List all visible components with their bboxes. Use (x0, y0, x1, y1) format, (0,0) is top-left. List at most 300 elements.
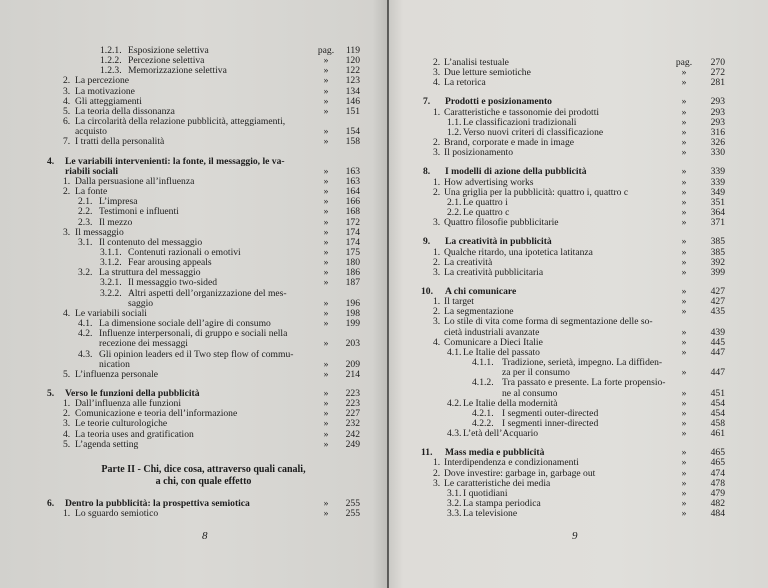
section-number: 1. (433, 457, 441, 469)
section-number: 1. (433, 106, 441, 118)
section-number: 2.2. (447, 207, 462, 219)
section-number: 4. (433, 336, 441, 348)
section-number: 2. (433, 306, 441, 318)
page-reference: 427 (710, 296, 725, 308)
section-title-line: Le teorie culturologiche (75, 418, 168, 430)
ditto-mark: » (681, 67, 687, 79)
section-title-line: Esposizione selettiva (128, 45, 209, 56)
ditto-mark: » (323, 408, 329, 420)
section-title-line: La stampa periodica (463, 498, 541, 510)
ditto-mark: » (323, 318, 329, 330)
toc-entry[interactable] (47, 187, 360, 197)
section-number: 4.1.2. (472, 377, 494, 389)
section-title-line: L’età dell’Acquario (463, 428, 539, 440)
ditto-mark: » (681, 306, 687, 318)
page-reference: 255 (345, 497, 360, 509)
section-number: 1.2.3. (100, 65, 122, 77)
section-number: 3.1.2. (100, 257, 122, 269)
section-number: 3.2. (78, 267, 93, 279)
toc-entry[interactable] (47, 117, 360, 137)
section-title-line: Una griglia per la pubblicità: quattro i, quattro c (444, 186, 629, 198)
section-title-line: Interdipendenza e condizionamenti (444, 457, 579, 469)
page-reference: 458 (710, 418, 725, 429)
toc-entry[interactable] (47, 329, 360, 349)
page-number-right: 9 (572, 530, 578, 542)
page-reference: 223 (345, 398, 360, 410)
ditto-mark: » (681, 186, 687, 198)
ditto-mark: » (681, 467, 687, 479)
section-title-line: La retorica (444, 77, 486, 89)
ditto-mark: » (681, 498, 687, 510)
section-number: 5. (63, 368, 71, 380)
ditto-mark: » (323, 277, 329, 289)
section-title-line: saggio (128, 297, 154, 309)
toc-entry[interactable] (47, 289, 360, 309)
ditto-mark: » (323, 206, 329, 218)
section-number: 3. (63, 418, 71, 430)
ditto-mark: » (681, 236, 687, 248)
section-title-line: Le Italie della modernità (463, 397, 558, 409)
page-reference: 227 (345, 408, 360, 420)
page-reference: 174 (345, 236, 360, 248)
ditto-mark: » (681, 207, 687, 219)
page-reference: 293 (710, 96, 725, 108)
section-title-line: Brand, corporate e made in image (444, 137, 574, 149)
page-reference: 146 (345, 95, 360, 107)
section-title-line: La teoria uses and gratification (75, 428, 194, 440)
page-reference: 175 (345, 246, 360, 258)
page-reference: 439 (710, 326, 725, 338)
section-number: 4.3. (447, 428, 462, 440)
ditto-mark: » (323, 55, 329, 67)
ditto-mark: » (323, 257, 329, 269)
ditto-mark: » (323, 186, 329, 198)
ditto-mark: » (681, 326, 687, 338)
ditto-mark: » (323, 246, 329, 258)
section-number: 3. (433, 266, 441, 278)
page-reference: 465 (710, 457, 725, 469)
page-label: pag. (317, 45, 335, 56)
section-title-line: La percezione (75, 75, 130, 87)
section-title-line: Le caratteristiche dei media (444, 477, 551, 489)
section-title-line: L’influenza personale (75, 368, 159, 380)
page-reference: 166 (345, 196, 360, 208)
page-reference: 479 (710, 487, 725, 499)
ditto-mark: » (681, 407, 687, 419)
toc-entry[interactable] (47, 207, 360, 217)
section-number: 4. (433, 77, 441, 89)
page-reference: 364 (710, 207, 725, 219)
section-title-line: A chi comunicare (445, 285, 517, 297)
section-title-line: Verso nuovi criteri di classificazione (463, 126, 604, 138)
page-reference: 158 (345, 136, 360, 148)
ditto-mark: » (681, 137, 687, 149)
section-title-line: La fonte (75, 186, 108, 198)
ditto-mark: » (323, 267, 329, 279)
section-title-line: Le Italie del passato (463, 346, 540, 358)
ditto-mark: » (323, 398, 329, 410)
ditto-mark: » (323, 338, 329, 350)
toc-entry[interactable] (423, 148, 725, 158)
section-number: 2. (433, 137, 441, 149)
page-reference: 435 (710, 306, 725, 318)
section-number: 4.2. (447, 397, 462, 409)
ditto-mark: » (323, 236, 329, 248)
part-heading-line: a chi, con quale effetto (155, 476, 252, 488)
toc-entry[interactable] (423, 268, 725, 278)
section-title-line: La creatività pubblicitaria (444, 266, 544, 278)
section-title-line: Due letture semiotiche (444, 67, 531, 79)
toc-entry[interactable] (47, 197, 360, 207)
ditto-mark: » (681, 346, 687, 358)
section-title-line: La circolarità della relazione pubblicità, atteggiamenti, (75, 116, 286, 128)
section-title-line: Le variabili sociali (75, 307, 147, 319)
page-reference: 214 (345, 368, 360, 380)
ditto-mark: » (681, 256, 687, 268)
toc-entry[interactable] (423, 509, 725, 519)
section-title-line: La segmentazione (444, 306, 514, 318)
section-number: 3.2. (447, 498, 462, 510)
page-reference: 454 (710, 407, 725, 419)
page-reference: 272 (710, 67, 725, 79)
section-number: 1. (63, 175, 71, 187)
ditto-mark: » (681, 176, 687, 188)
ditto-mark: » (323, 497, 329, 509)
page-reference: 174 (345, 226, 360, 238)
toc-entry[interactable] (47, 228, 360, 238)
page-reference: 255 (345, 508, 360, 520)
page-reference: 134 (345, 85, 360, 97)
section-title-line: L’analisi testuale (444, 57, 509, 68)
page-reference: 154 (345, 126, 360, 138)
section-title-line: ne al consumo (502, 387, 558, 399)
page-reference: 203 (345, 338, 360, 350)
page-reference: 151 (345, 105, 360, 117)
section-title-line: Le variabili intervenienti: la fonte, il messaggio, le va- (65, 155, 285, 167)
section-number: 3. (63, 85, 71, 97)
page-reference: 339 (710, 176, 725, 188)
page-reference: 209 (345, 358, 360, 370)
section-number: 3.2.2. (100, 287, 122, 299)
section-number: 2. (63, 408, 71, 420)
section-title-line: Le quattro i (463, 196, 508, 208)
ditto-mark: » (323, 136, 329, 148)
section-title-line: Le quattro c (463, 207, 510, 219)
ditto-mark: » (681, 147, 687, 159)
section-number: 3.1. (78, 236, 93, 248)
ditto-mark: » (681, 296, 687, 308)
section-number: 2. (433, 186, 441, 198)
ditto-mark: » (681, 166, 687, 178)
page-reference: 427 (710, 285, 725, 297)
ditto-mark: » (681, 508, 687, 520)
page-reference: 385 (710, 246, 725, 258)
section-number: 6. (63, 116, 71, 128)
section-title-line: Memorizzazione selettiva (128, 65, 227, 77)
ditto-mark: » (681, 457, 687, 469)
section-title-line: La creatività in pubblicità (445, 236, 552, 248)
page-reference: 349 (710, 186, 725, 198)
page-reference: 198 (345, 307, 360, 319)
section-title-line: I modelli di azione della pubblicità (445, 166, 587, 178)
ditto-mark: » (323, 65, 329, 77)
ditto-mark: » (681, 336, 687, 348)
section-number: 2.1. (447, 196, 462, 208)
section-number: 1. (433, 176, 441, 188)
ditto-mark: » (323, 165, 329, 177)
section-title-line: Quattro filosofie pubblicitarie (444, 217, 559, 229)
page-reference: 326 (710, 137, 725, 149)
page-reference: 120 (345, 55, 360, 67)
section-title-line: Altri aspetti dell’organizzazione del mes- (128, 287, 287, 299)
section-number: 6. (47, 497, 55, 509)
ditto-mark: » (681, 126, 687, 138)
part-heading (47, 464, 360, 489)
page-reference: 339 (710, 166, 725, 178)
section-title-line: L’impresa (99, 196, 138, 208)
toc-entry[interactable] (47, 258, 360, 268)
page-reference: 232 (345, 418, 360, 430)
ditto-mark: » (681, 196, 687, 208)
section-title-line: La creatività (444, 256, 493, 268)
page-reference: 482 (710, 498, 725, 510)
section-number: 2. (433, 57, 441, 68)
ditto-mark: » (681, 217, 687, 229)
page-reference: 399 (710, 266, 725, 278)
section-title-line: Lo stile di vita come forma di segmentazione delle so- (444, 316, 653, 328)
page-reference: 351 (710, 196, 725, 208)
section-title-line: Le classificazioni tradizionali (463, 116, 577, 128)
ditto-mark: » (681, 418, 687, 429)
toc-entry[interactable] (423, 358, 725, 378)
ditto-mark: » (323, 175, 329, 187)
page-reference: 447 (710, 367, 725, 379)
section-title-line: Percezione selettiva (128, 55, 205, 67)
ditto-mark: » (681, 246, 687, 258)
section-title-line: I segmenti inner-directed (502, 418, 599, 429)
part-heading-line: Parte II - Chi, dice cosa, attraverso quali canali, (101, 463, 306, 475)
page-reference: 465 (710, 447, 725, 459)
section-number: 4. (63, 428, 71, 440)
section-number: 3. (433, 147, 441, 159)
ditto-mark: » (681, 397, 687, 409)
toc-entry[interactable] (423, 378, 725, 398)
page-reference: 451 (710, 387, 725, 399)
ditto-mark: » (681, 106, 687, 118)
section-number: 4.2. (78, 328, 93, 340)
ditto-mark: » (681, 477, 687, 489)
ditto-mark: » (681, 487, 687, 499)
ditto-mark: » (323, 216, 329, 228)
section-title-line: Verso le funzioni della pubblicità (65, 388, 200, 399)
section-number: 1.2.1. (100, 45, 122, 56)
page-reference: 168 (345, 206, 360, 218)
section-title-line: Comunicazione e teoria dell’informazione (75, 408, 238, 420)
section-title-line: Il mezzo (99, 216, 133, 228)
ditto-mark: » (323, 85, 329, 97)
section-number: 3. (433, 217, 441, 229)
section-title-line: Il target (444, 296, 474, 308)
section-title-line: Tra passato e presente. La forte propensio- (502, 377, 666, 389)
page-reference: 270 (710, 57, 725, 68)
section-number: 3.1. (447, 487, 462, 499)
ditto-mark: » (323, 508, 329, 520)
section-title-line: riabili sociali (65, 165, 119, 177)
section-title-line: Il posizionamento (444, 147, 514, 159)
section-title-line: Dove investire: garbage in, garbage out (444, 467, 596, 479)
ditto-mark: » (681, 285, 687, 297)
section-number: 4.2.1. (472, 407, 494, 419)
section-title-line: La motivazione (75, 85, 135, 97)
section-title-line: La televisione (463, 508, 518, 520)
section-number: 4. (63, 307, 71, 319)
section-title-line: recezione dei messaggi (99, 338, 188, 350)
section-title-line: Tradizione, serietà, impegno. La diffiden- (502, 357, 663, 369)
ditto-mark: » (681, 447, 687, 459)
page-reference: 316 (710, 126, 725, 138)
page-reference: 164 (345, 186, 360, 198)
section-title-line: cietà industriali avanzate (444, 326, 540, 338)
section-number: 2.3. (78, 216, 93, 228)
ditto-mark: » (323, 226, 329, 238)
section-number: 7. (423, 96, 431, 108)
section-number: 2. (433, 256, 441, 268)
section-number: 3.1.1. (100, 246, 122, 258)
page-reference: 119 (345, 45, 360, 56)
section-title-line: I tratti della personalità (75, 136, 165, 148)
chapter-entry[interactable] (47, 157, 360, 177)
ditto-mark: » (681, 96, 687, 108)
section-title-line: I quotidiani (463, 487, 508, 499)
section-number: 4. (47, 155, 55, 167)
section-number: 5. (63, 438, 71, 450)
page-reference: 242 (345, 428, 360, 440)
section-number: 2.2. (78, 206, 93, 218)
page-reference: 293 (710, 106, 725, 118)
section-number: 4.1. (447, 346, 462, 358)
section-number: 8. (423, 166, 431, 178)
toc-entry[interactable] (423, 317, 725, 337)
section-title-line: acquisto (75, 126, 107, 138)
toc-entry[interactable] (423, 218, 725, 228)
toc-entry[interactable] (47, 370, 360, 380)
section-title-line: nication (99, 358, 130, 370)
ditto-mark: » (323, 438, 329, 450)
page-reference: 199 (345, 318, 360, 330)
section-number: 1. (433, 246, 441, 258)
ditto-mark: » (323, 307, 329, 319)
section-title-line: Il messaggio (75, 226, 124, 238)
page-reference: 180 (345, 257, 360, 269)
section-title-line: Comunicare a Dieci Italie (444, 336, 543, 348)
section-title-line: Mass media e pubblicità (445, 447, 545, 459)
page-reference: 223 (345, 388, 360, 399)
ditto-mark: » (323, 428, 329, 440)
section-number: 1. (63, 398, 71, 410)
page-reference: 187 (345, 277, 360, 289)
page-reference: 163 (345, 165, 360, 177)
toc-entry[interactable] (423, 429, 725, 439)
section-title-line: Il contenuto del messaggio (99, 236, 203, 248)
section-title-line: Il messaggio two-sided (128, 277, 217, 289)
ditto-mark: » (323, 95, 329, 107)
section-number: 2. (63, 75, 71, 87)
section-number: 4. (63, 95, 71, 107)
toc-entry[interactable] (47, 137, 360, 147)
ditto-mark: » (681, 77, 687, 89)
ditto-mark: » (323, 388, 329, 399)
toc-entry[interactable] (47, 440, 360, 450)
toc-entry[interactable] (47, 509, 360, 519)
section-number: 9. (423, 236, 431, 248)
ditto-mark: » (681, 428, 687, 440)
page-number-left: 8 (202, 530, 208, 542)
section-number: 3. (433, 477, 441, 489)
ditto-mark: » (681, 116, 687, 128)
page-reference: 474 (710, 467, 725, 479)
section-title-line: I segmenti outer-directed (502, 407, 599, 419)
section-title-line: Dalla persuasione all’influenza (75, 175, 195, 187)
ditto-mark: » (323, 196, 329, 208)
chapter-entry[interactable] (423, 237, 725, 247)
section-number: 3. (63, 226, 71, 238)
page-reference: 484 (710, 508, 725, 520)
ditto-mark: » (323, 297, 329, 309)
section-title-line: L’agenda setting (75, 438, 139, 450)
page-reference: 293 (710, 116, 725, 128)
page-reference: 163 (345, 175, 360, 187)
ditto-mark: » (681, 266, 687, 278)
section-title-line: La teoria della dissonanza (75, 105, 175, 117)
section-number: 1. (433, 296, 441, 308)
page-reference: 447 (710, 346, 725, 358)
section-title-line: Prodotti e posizionamento (445, 96, 552, 108)
section-title-line: Gli opinion leaders ed il Two step flow of commu- (99, 348, 294, 360)
section-number: 7. (63, 136, 71, 148)
section-title-line: Caratteristiche e tassonomie dei prodotti (444, 106, 600, 118)
section-number: 11. (421, 447, 433, 459)
section-title-line: Gli atteggiamenti (75, 95, 142, 107)
section-number: 1.1. (447, 116, 462, 128)
section-title-line: Lo sguardo semiotico (75, 508, 159, 520)
ditto-mark: » (681, 367, 687, 379)
ditto-mark: » (323, 418, 329, 430)
section-title-line: Dentro la pubblicità: la prospettiva semiotica (65, 497, 250, 509)
section-number: 3. (433, 67, 441, 79)
page-reference: 445 (710, 336, 725, 348)
section-title-line: La dimensione sociale dell’agire di consumo (99, 318, 271, 330)
section-number: 4.3. (78, 348, 93, 360)
page-reference: 249 (345, 438, 360, 450)
section-number: 2. (433, 467, 441, 479)
page-reference: 385 (710, 236, 725, 248)
section-title-line: How advertising works (444, 176, 534, 188)
toc-entry[interactable] (423, 78, 725, 88)
section-title-line: Testimoni e influenti (99, 206, 179, 218)
page-reference: 172 (345, 216, 360, 228)
section-number: 4.1.1. (472, 357, 494, 369)
page-reference: 122 (345, 65, 360, 77)
page-reference: 281 (710, 77, 725, 89)
section-number: 2.1. (78, 196, 93, 208)
section-number: 5. (63, 105, 71, 117)
ditto-mark: » (323, 126, 329, 138)
section-number: 1. (63, 508, 71, 520)
toc-entry[interactable] (47, 350, 360, 370)
page-reference: 454 (710, 397, 725, 409)
table-of-contents-right (423, 58, 725, 519)
page-reference: 196 (345, 297, 360, 309)
